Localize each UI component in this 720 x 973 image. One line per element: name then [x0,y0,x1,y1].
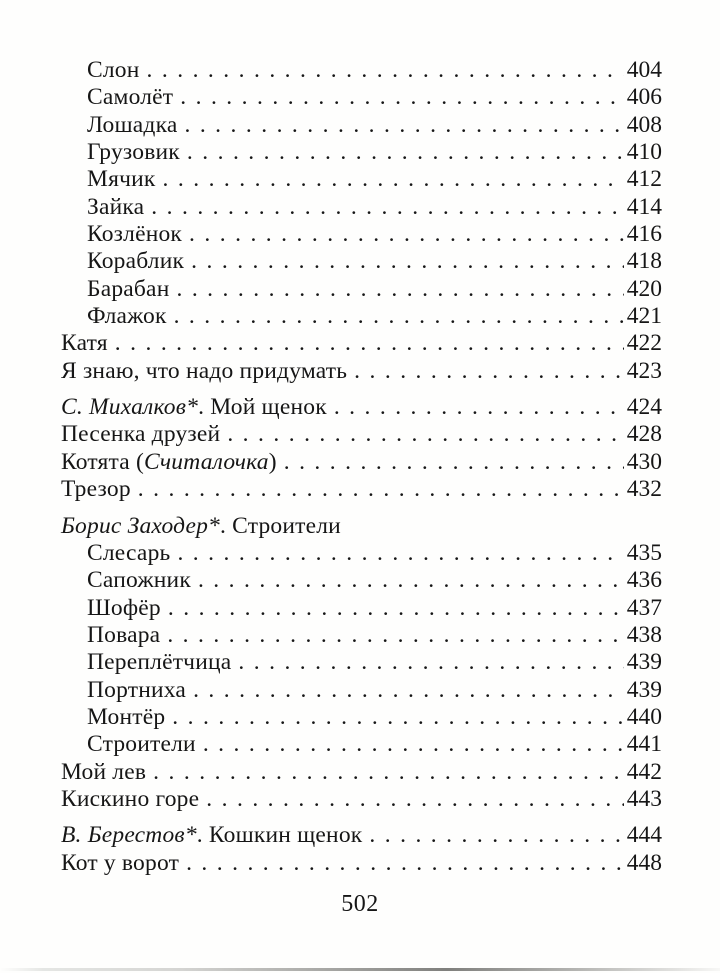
dot-leader [177,540,623,567]
dot-leader [198,567,624,594]
toc-entry-page: 444 [626,822,662,849]
toc-entry [61,476,662,503]
toc-entry-title-segment: Кораблик [87,248,185,275]
toc-entry [61,421,662,448]
toc-entry [61,786,662,813]
toc-entry-page: 439 [626,649,662,676]
dot-leader [115,330,624,357]
toc-entry-title-segment: Слесарь [87,539,171,566]
toc-entry-title-segment: Самолёт [87,84,174,111]
dot-leader [153,759,624,786]
toc-entry [61,595,662,622]
toc-entry-title [87,139,180,166]
toc-entry-page: 404 [626,57,662,83]
toc-entry-title-segment: Козлёнок [87,221,183,248]
toc-entry-title-segment: Шофёр [87,594,161,621]
dot-leader [180,84,624,111]
toc-entry [61,57,662,84]
toc-entry-title-segment: Барабан [87,275,170,302]
toc-entry [61,850,662,877]
toc-entry-title [61,786,199,813]
toc-entry-title-segment: Я знаю, что надо придумать [61,357,348,384]
dot-leader [206,786,623,813]
dot-leader [167,622,623,649]
toc-entry-title [61,850,179,877]
toc-entry [61,303,662,330]
toc-entry-title [87,677,186,704]
toc-entry-title [61,822,362,849]
toc-entry-page: 428 [626,421,662,448]
toc-entry [61,731,662,758]
toc-entry-title-segment: В. Берестов* [61,822,197,849]
toc-entry-page: 416 [626,221,662,248]
toc-entry [61,139,662,166]
toc-entry-title [87,540,170,567]
toc-entry-title-segment: ) [268,448,277,475]
dot-leader [186,850,624,877]
toc-entry-page: 424 [626,394,662,421]
toc-entry [61,221,662,248]
toc-entry-page: 443 [626,785,662,812]
toc-entry-title-segment: Считалочка [144,448,269,475]
toc-entry-title-segment: Портниха [87,676,187,703]
toc-entry [61,358,662,385]
toc-entry-title [87,166,156,193]
dot-leader [354,358,624,385]
toc-entry-title-segment: Кот у ворот [61,849,180,876]
toc-entry-title-segment: . Мой щенок [198,394,327,421]
toc-entry [61,649,662,676]
toc-entry-title [87,84,173,111]
toc-entry-title [61,394,327,421]
toc-entry-title [87,704,165,731]
toc-entry [61,513,662,540]
toc-entry-page: 448 [626,849,662,876]
dot-leader [147,57,624,84]
dot-leader [163,166,624,193]
toc-entry-page: 414 [626,193,662,220]
toc-entry-title [61,421,220,448]
toc-entry-page: 422 [626,330,662,357]
toc-entry [61,704,662,731]
dot-leader [168,595,624,622]
toc-entry [61,759,662,786]
toc-entry-title [61,330,108,357]
toc-entry-page: 408 [626,111,662,138]
toc-entry-title [61,476,131,503]
dot-leader [172,704,623,731]
toc-entry-title-segment: Флажок [87,303,167,330]
toc-entry-title [61,449,277,476]
toc-entry-title [87,595,161,622]
toc-entry-page: 420 [626,275,662,302]
toc-entry-page: 418 [626,248,662,275]
toc-entry-page: 439 [626,676,662,703]
toc-entry [61,677,662,704]
toc-entry-page: 432 [626,476,662,503]
dot-leader [284,449,624,476]
toc-entry-title-segment: Зайка [87,193,145,220]
toc-entry-page: 410 [626,139,662,166]
toc-entry [61,622,662,649]
toc-entry-page: 406 [626,84,662,111]
dot-leader [238,649,623,676]
toc-entry-page: 435 [626,539,662,566]
dot-leader [151,194,623,221]
toc-entry-title-segment: Переплётчица [87,649,232,676]
toc-entry-title [87,57,140,84]
toc-entry-title-segment: Сапожник [87,567,191,594]
dot-leader [334,394,624,421]
toc-entry-title [61,513,341,540]
toc-entry-page: 442 [626,758,662,785]
toc-entry-page: 430 [626,448,662,475]
toc-entry-title [87,303,167,330]
toc-entry-title-segment: Повара [87,621,161,648]
toc-entry-page: 436 [626,567,662,594]
dot-leader [227,421,623,448]
toc-entry [61,449,662,476]
toc-entry-title-segment: . Строители [220,512,341,539]
dot-leader [138,476,624,503]
toc-entry-title [87,649,231,676]
toc-entry [61,112,662,139]
dot-leader [369,822,623,849]
page-edge-shadow [0,968,720,971]
toc-entry-title [87,622,160,649]
toc-entry [61,248,662,275]
toc-entry-title [87,112,177,139]
toc-entry-title-segment: Песенка друзей [61,421,221,448]
dot-leader [193,677,624,704]
table-of-contents [61,57,662,877]
page-number: 502 [341,891,379,917]
dot-leader [174,303,624,330]
toc-entry-title [61,358,347,385]
dot-leader [187,139,624,166]
toc-entry-title-segment: Кискино горе [61,785,200,812]
toc-entry-title-segment: Мой лев [61,758,147,785]
toc-entry [61,84,662,111]
toc-entry-title [87,248,184,275]
toc-entry [61,567,662,594]
toc-entry-title [87,276,169,303]
toc-entry-title-segment: Мячик [87,166,156,193]
toc-entry-title-segment: Катя [61,330,108,357]
toc-entry [61,822,662,849]
toc-entry-title-segment: Строители [87,731,196,758]
toc-entry-title-segment: Монтёр [87,703,166,730]
toc-entry-title-segment: . Кошкин щенок [196,822,363,849]
toc-entry [61,394,662,421]
dot-leader [189,221,624,248]
toc-entry [61,330,662,357]
toc-entry [61,276,662,303]
toc-entry-title-segment: Котята ( [61,448,145,475]
toc-entry-title-segment: Трезор [61,476,131,503]
toc-entry-page: 423 [626,357,662,384]
dot-leader [184,112,623,139]
toc-entry-title [87,194,144,221]
toc-entry-page: 438 [626,621,662,648]
toc-entry-title [87,731,196,758]
toc-entry-page: 421 [626,303,662,330]
toc-entry [61,166,662,193]
toc-entry [61,194,662,221]
toc-entry-title-segment: Грузовик [87,139,180,166]
toc-entry-title-segment: Лошадка [87,111,178,138]
toc-entry [61,540,662,567]
dot-leader [176,276,623,303]
toc-entry-title-segment: Борис Заходер* [61,512,220,539]
toc-entry-page: 437 [626,594,662,621]
toc-entry-title-segment: Слон [87,57,140,83]
toc-entry-title [61,759,146,786]
toc-entry-page: 440 [626,703,662,730]
toc-entry-title-segment: С. Михалков* [61,394,199,421]
toc-entry-title [87,567,191,594]
dot-leader [191,248,624,275]
toc-entry-title [87,221,182,248]
toc-entry-page: 412 [626,166,662,193]
dot-leader [203,731,624,758]
toc-entry-page: 441 [626,731,662,758]
